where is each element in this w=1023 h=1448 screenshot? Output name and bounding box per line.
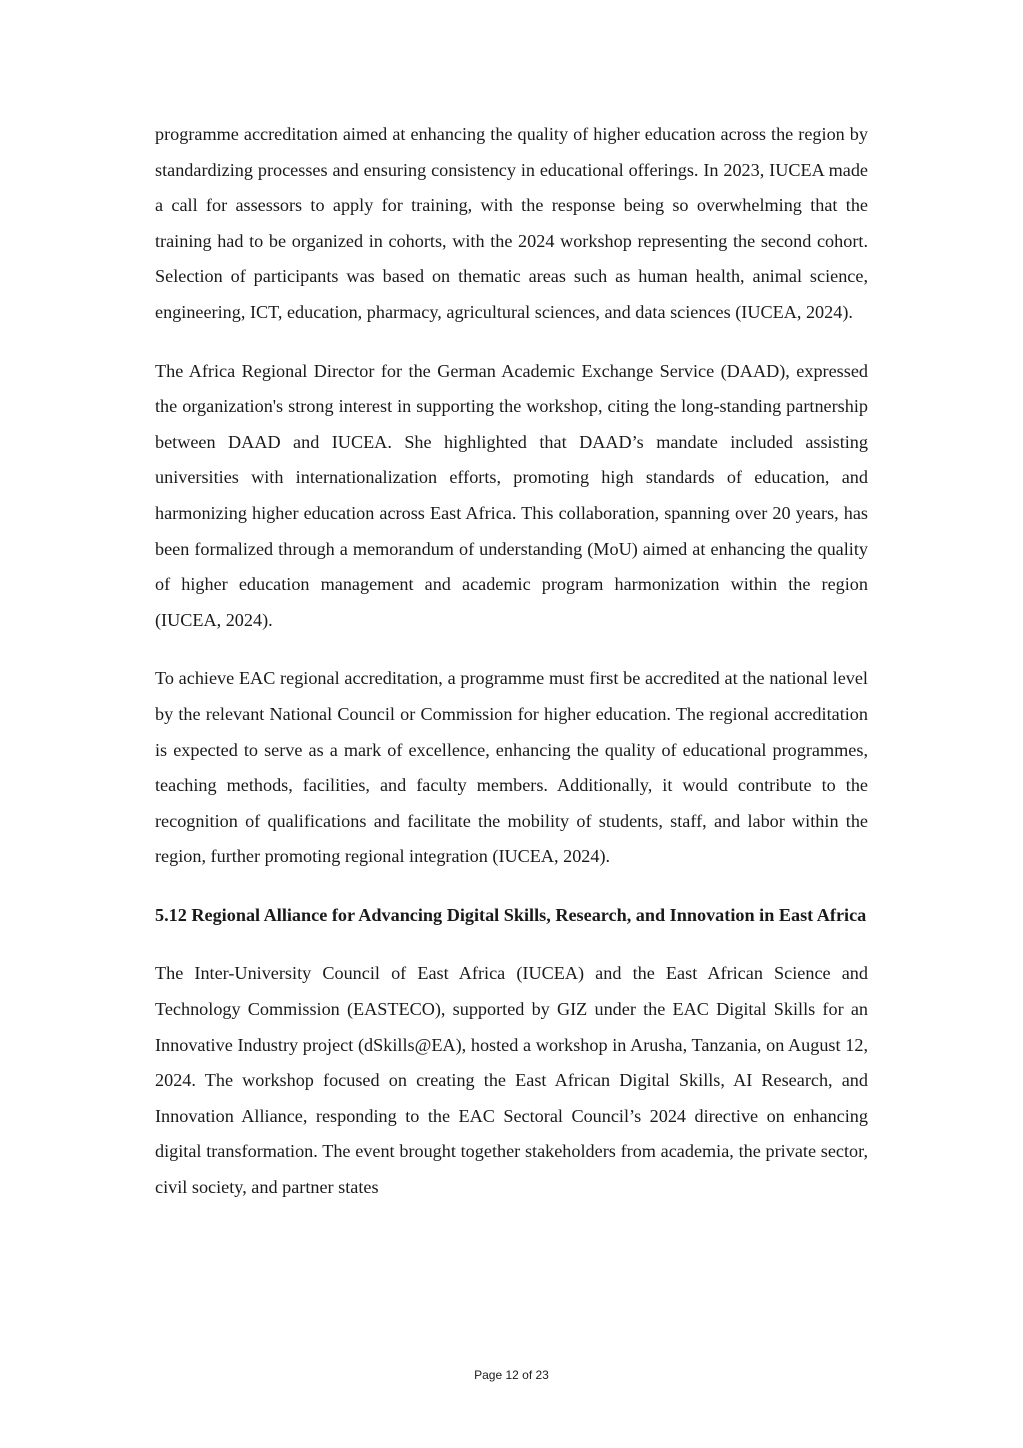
paragraph-accreditation-training: programme accreditation aimed at enhancing the quality of higher education across the region by standardizing processes and ensuring consistency in educational offerings. In 2023, IUCEA made a call for assessors to apply for training, with the response being so overwhelming that the training had to be organized in cohorts, with the 2024 workshop representing the second cohort. Selection of participants was based on thematic areas such as human health, animal science, engineering, ICT, education, pharmacy, agricultural sciences, and data sciences (IUCEA, 2024). (155, 124, 868, 322)
section-heading: 5.12 Regional Alliance for Advancing Digital Skills, Research, and Innovation in East Africa (155, 904, 867, 925)
document-body (155, 117, 868, 1206)
page-number-footer: Page 12 of 23 (474, 1368, 549, 1382)
paragraph-regional-accreditation: To achieve EAC regional accreditation, a programme must first be accredited at the national level by the relevant National Council or Commission for higher education. The regional accreditation is expected to serve as a mark of excellence, enhancing the quality of educational programmes, teaching methods, facilities, and faculty members. Additionally, it would contribute to the recognition of qualifications and facilitate the mobility of students, staff, and labor within the region, further promoting regional integration (IUCEA, 2024). (155, 668, 868, 867)
paragraph-digital-skills-alliance: The Inter-University Council of East Africa (IUCEA) and the East African Science and Technology Commission (EASTECO), supported by GIZ under the EAC Digital Skills for an Innovative Industry project (dSkills@EA), hosted a workshop in Arusha, Tanzania, on August 12, 2024. The workshop focused on creating the East African Digital Skills, AI Research, and Innovation Alliance, responding to the EAC Sectoral Council’s 2024 directive on enhancing digital transformation. The event brought together stakeholders from academia, the private sector, civil society, and partner states (155, 963, 868, 1198)
paragraph-daad-partnership: The Africa Regional Director for the German Academic Exchange Service (DAAD), expressed the organization's strong interest in supporting the workshop, citing the long-standing partnership between DAAD and IUCEA. She highlighted that DAAD’s mandate included assisting universities with internationalization efforts, promoting high standards of education, and harmonizing higher education across East Africa. This collaboration, spanning over 20 years, has been formalized through a memorandum of understanding (MoU) aimed at enhancing the quality of higher education management and academic program harmonization within the region (IUCEA, 2024). (155, 360, 868, 630)
